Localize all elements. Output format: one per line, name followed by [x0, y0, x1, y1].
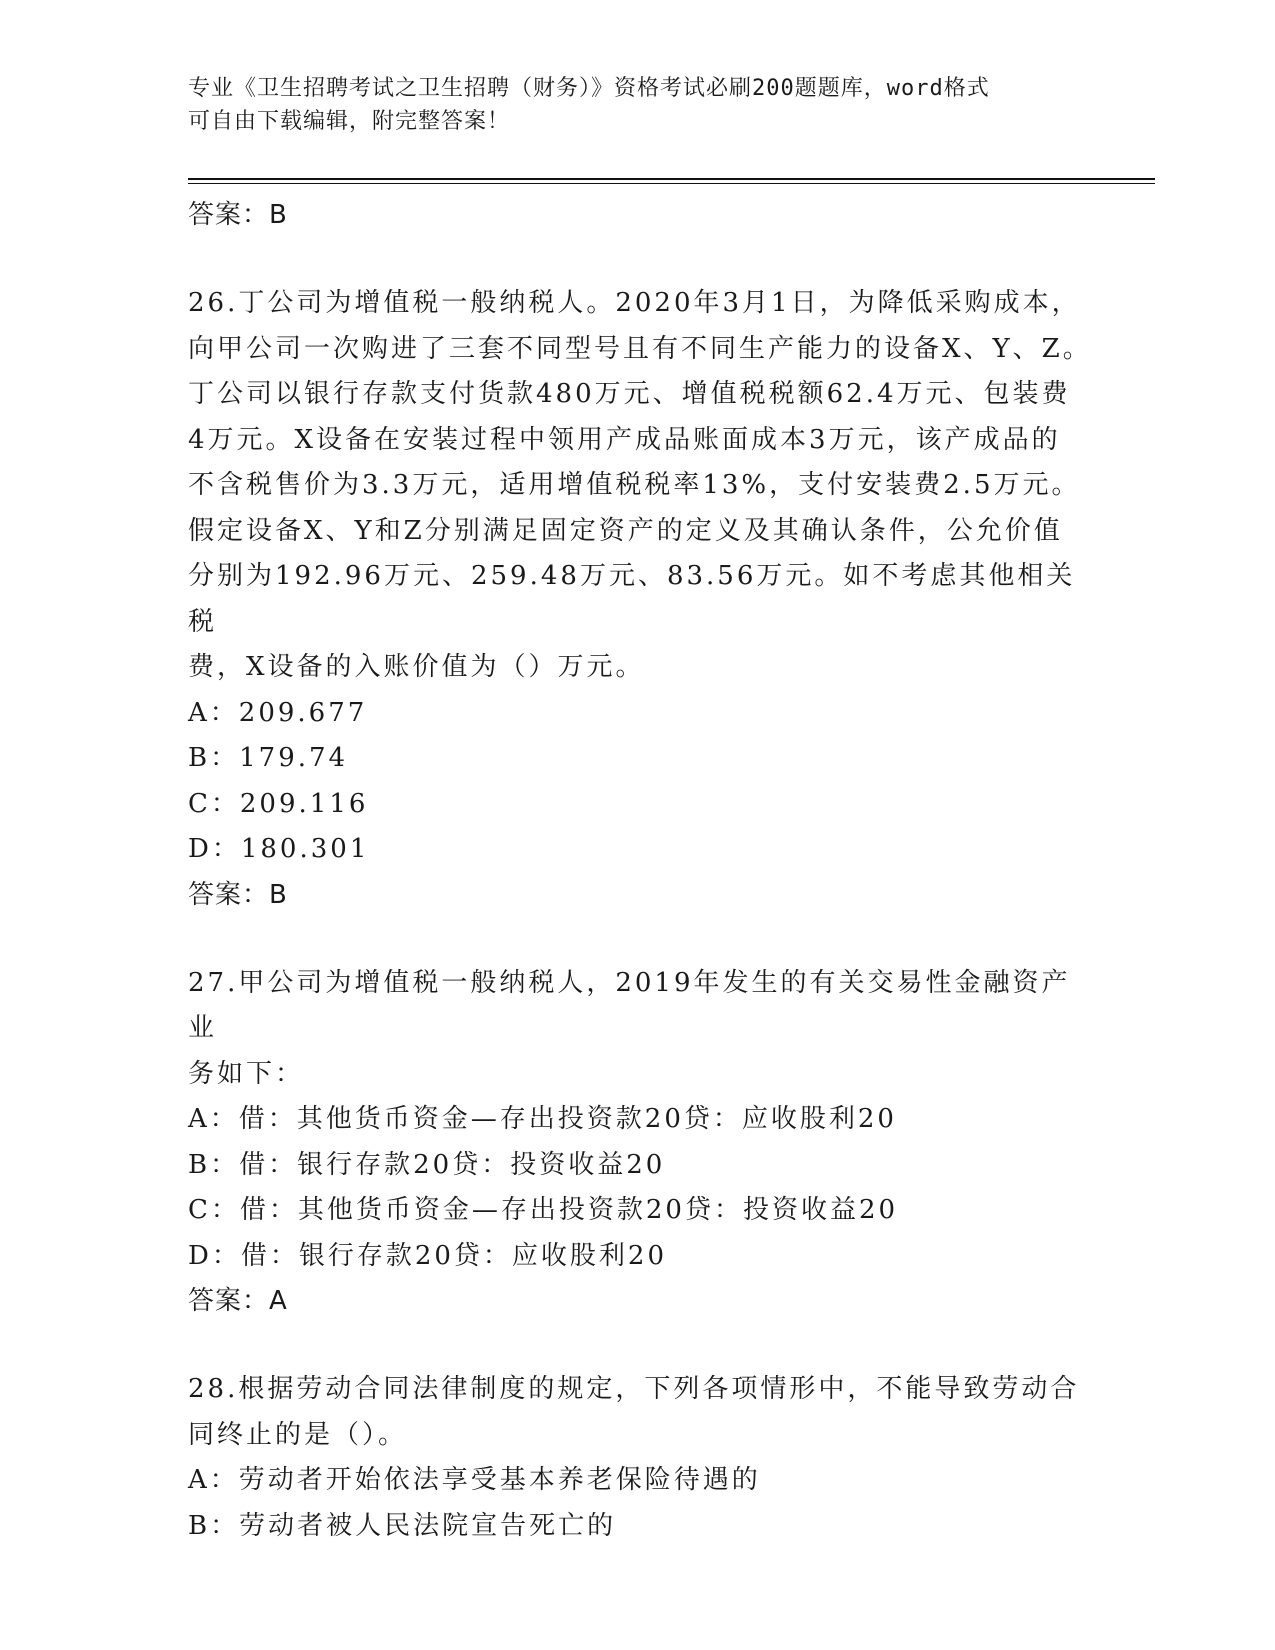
- option-c: C：借：其他货币资金—存出投资款20贷：投资收益20: [188, 1195, 899, 1225]
- answer-line: 答案：B: [188, 200, 288, 230]
- option-b: B：179.74: [188, 743, 349, 773]
- question-line: 务如下：: [188, 1058, 305, 1089]
- header-divider-thin: [188, 183, 1155, 184]
- question-line: 同终止的是（）。: [188, 1419, 408, 1450]
- question-line: 费，X设备的入账价值为（）万元。: [188, 652, 645, 682]
- question-line: 不含税售价为3.3万元，适用增值税税率13%，支付安装费2.5万元。: [188, 470, 1081, 500]
- question-line: 26.丁公司为增值税一般纳税人。2020年3月1日，为降低采购成本，: [188, 288, 1081, 318]
- question-line: 4万元。X设备在安装过程中领用产成品账面成本3万元，该产成品的: [188, 424, 1061, 455]
- question-block: [188, 1367, 1093, 1549]
- question-line: 27.甲公司为增值税一般纳税人，2019年发生的有关交易性金融资产业: [188, 967, 1071, 1043]
- spacer: [188, 237, 1093, 281]
- option-d: D：180.301: [188, 834, 370, 864]
- answer-line: 答案：B: [188, 879, 288, 910]
- header-title-line-2: 可自由下载编辑，附完整答案！: [188, 109, 511, 134]
- option-c: C：209.116: [188, 788, 369, 819]
- document-body: [188, 193, 1093, 1549]
- option-a: A：209.677: [188, 697, 368, 728]
- question-text: [188, 961, 1093, 1098]
- question-text: [188, 281, 1093, 691]
- document-header: [188, 72, 1088, 138]
- question-line: 假定设备X、Y和Z分别满足固定资产的定义及其确认条件，公允价值: [188, 515, 1063, 546]
- answer-line: 答案：A: [188, 1286, 288, 1316]
- question-line: 分别为192.96万元、259.48万元、83.56万元。如不考虑其他相关税: [188, 561, 1076, 637]
- option-b: B：借：银行存款20贷：投资收益20: [188, 1149, 666, 1180]
- option-d: D：借：银行存款20贷：应收股利20: [188, 1240, 668, 1271]
- option-a: A：借：其他货币资金—存出投资款20贷：应收股利20: [188, 1104, 897, 1134]
- question-text: [188, 1367, 1093, 1458]
- spacer: [188, 1323, 1093, 1367]
- question-block: [188, 281, 1093, 917]
- question-line: 28.根据劳动合同法律制度的规定，下列各项情形中，不能导致劳动合: [188, 1374, 1080, 1404]
- header-title-line-1: 专业《卫生招聘考试之卫生招聘（财务）》资格考试必刷200题题库，word格式: [188, 76, 990, 101]
- spacer: [188, 917, 1093, 961]
- question-line: 向甲公司一次购进了三套不同型号且有不同生产能力的设备X、Y、Z。: [188, 333, 1092, 364]
- question-line: 丁公司以银行存款支付货款480万元、增值税税额62.4万元、包装费: [188, 379, 1071, 409]
- header-divider-thick: [188, 178, 1155, 180]
- option-b: B：劳动者被人民法院宣告死亡的: [188, 1510, 617, 1541]
- question-block: [188, 961, 1093, 1324]
- option-a: A：劳动者开始依法享受基本养老保险待遇的: [188, 1465, 761, 1495]
